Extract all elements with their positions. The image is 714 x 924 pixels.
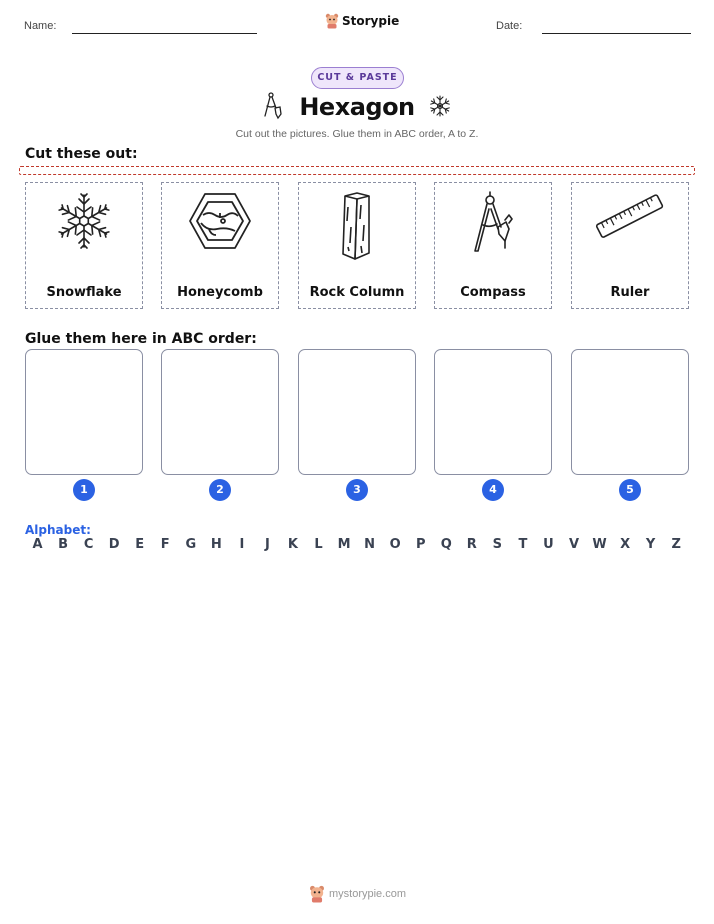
cut-section-heading: Cut these out:	[25, 146, 138, 162]
alphabet-letter: D	[108, 537, 120, 552]
alphabet-letter: T	[518, 537, 528, 552]
cut-card-label: Compass	[460, 285, 526, 300]
number-badge-1: 1	[73, 479, 95, 501]
rock-column-icon	[337, 191, 377, 261]
glue-box-2[interactable]	[161, 349, 279, 475]
glue-box-3[interactable]	[298, 349, 416, 475]
alphabet-letter: H	[210, 537, 222, 552]
alphabet-letter: Y	[645, 537, 656, 552]
snowflake-icon	[428, 94, 452, 118]
glue-section-heading: Glue them here in ABC order:	[25, 331, 257, 347]
cut-line	[19, 166, 695, 175]
alphabet-letter: J	[265, 537, 270, 552]
alphabet-letter: L	[314, 537, 323, 552]
worksheet-type-badge: CUT & PASTE	[311, 67, 404, 89]
alphabet-letter: K	[287, 537, 298, 552]
cut-card-ruler[interactable]	[571, 182, 689, 309]
date-label: Date:	[496, 20, 523, 32]
alphabet-letter: V	[568, 537, 580, 552]
alphabet-row	[25, 537, 689, 552]
alphabet-letter: A	[32, 537, 43, 552]
alphabet-letter: E	[135, 537, 145, 552]
alphabet-letter: Z	[671, 537, 681, 552]
alphabet-letter: M	[337, 537, 351, 552]
glue-box-4[interactable]	[434, 349, 552, 475]
cut-card-label: Rock Column	[309, 285, 405, 300]
alphabet-letter: X	[620, 537, 631, 552]
alphabet-label: Alphabet:	[25, 523, 91, 537]
number-badge-5: 5	[619, 479, 641, 501]
cut-card-label: Snowflake	[46, 285, 122, 300]
cut-card-rock-column[interactable]	[298, 182, 416, 309]
alphabet-letter: N	[364, 537, 376, 552]
brand-logo	[325, 13, 399, 29]
alphabet-letter: U	[543, 537, 554, 552]
ruler-icon	[594, 191, 666, 243]
alphabet-letter: S	[492, 537, 503, 552]
glue-box-5[interactable]	[571, 349, 689, 475]
honeycomb-icon	[187, 191, 253, 251]
compass-icon	[469, 191, 517, 255]
brand-name: Storypie	[342, 14, 400, 28]
snowflake-icon	[54, 191, 114, 251]
storypie-mascot-icon	[325, 13, 339, 29]
worksheet-title: Hexagon	[299, 93, 415, 121]
alphabet-letter: I	[239, 537, 245, 552]
alphabet-letter: B	[58, 537, 68, 552]
number-badge-2: 2	[209, 479, 231, 501]
instructions: Cut out the pictures. Glue them in ABC order, A to Z.	[235, 128, 479, 140]
number-badge-4: 4	[482, 479, 504, 501]
alphabet-letter: R	[466, 537, 477, 552]
name-label: Name:	[24, 20, 57, 32]
cut-card-snowflake[interactable]	[25, 182, 143, 309]
alphabet-letter: Q	[440, 537, 452, 552]
footer	[309, 885, 406, 903]
number-badge-3: 3	[346, 479, 368, 501]
glue-box-1[interactable]	[25, 349, 143, 475]
date-line	[542, 33, 691, 34]
alphabet-letter: P	[415, 537, 426, 552]
cut-card-compass[interactable]	[434, 182, 552, 309]
cut-card-label: Honeycomb	[177, 285, 263, 300]
cut-card-label: Ruler	[610, 285, 650, 300]
alphabet-letter: F	[160, 537, 170, 552]
alphabet-letter: C	[83, 537, 94, 552]
name-line	[72, 33, 257, 34]
footer-url[interactable]: mystorypie.com	[329, 888, 407, 900]
alphabet-letter: O	[389, 537, 401, 552]
alphabet-letter: W	[592, 537, 607, 552]
cut-card-honeycomb[interactable]	[161, 182, 279, 309]
alphabet-letter: G	[185, 537, 197, 552]
storypie-mascot-icon	[309, 885, 325, 903]
